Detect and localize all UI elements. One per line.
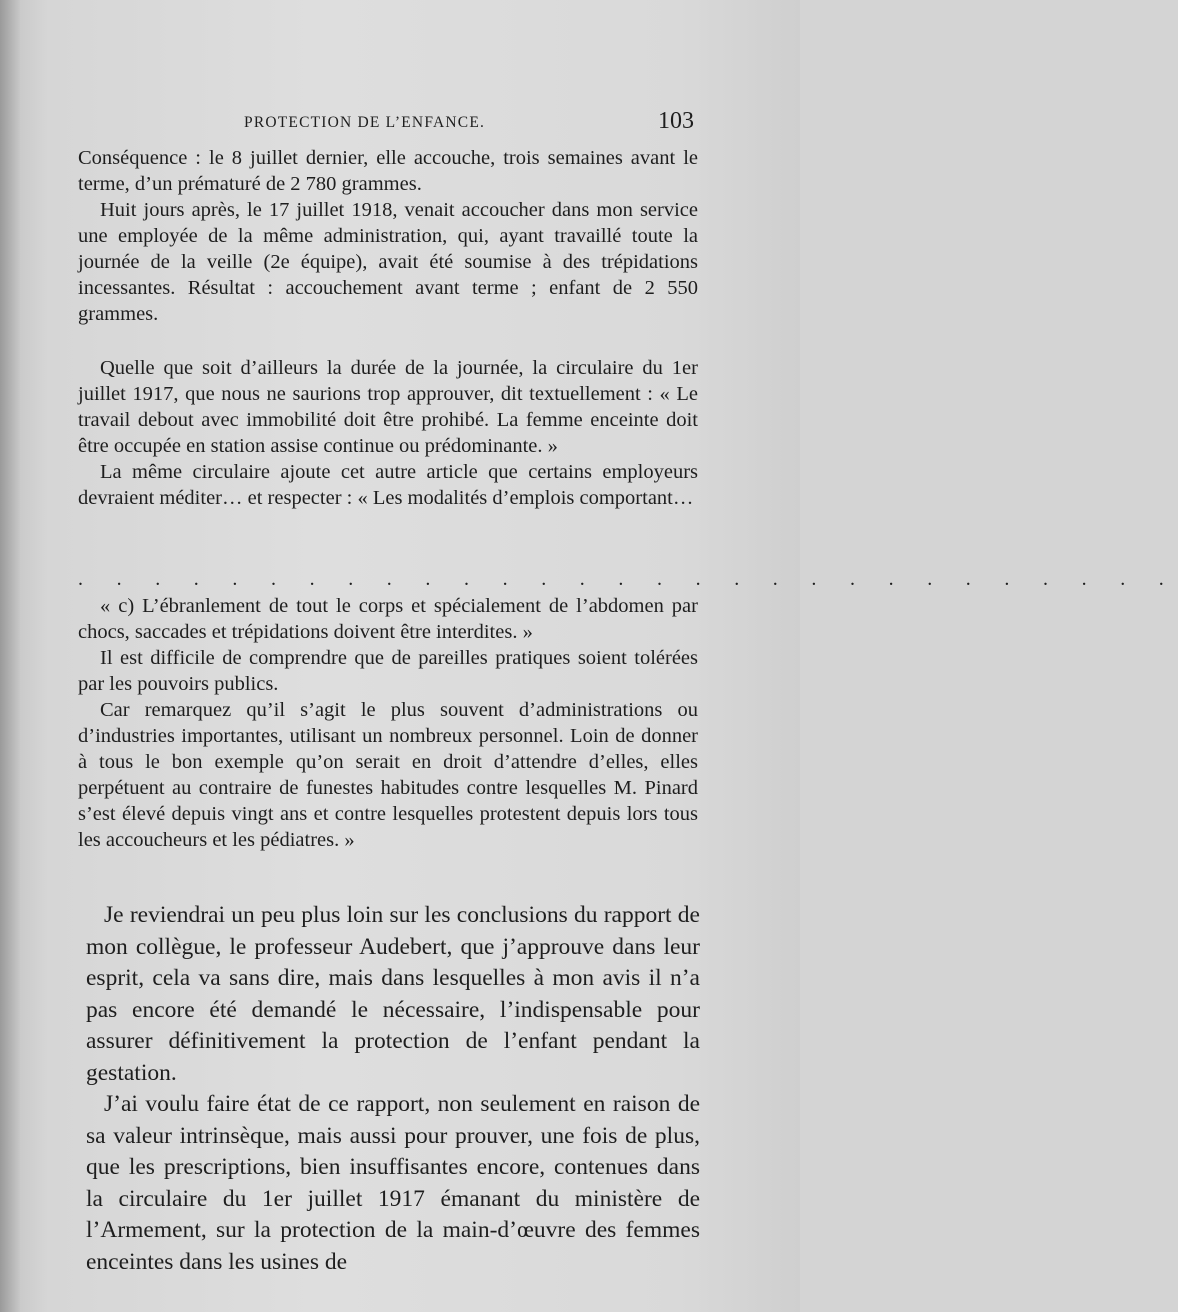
text-block-circulaire [78, 355, 698, 511]
paragraph: Quelle que soit d’ailleurs la durée de la journée, la circulaire du 1er juillet 1917, que nous ne saurions trop approuver, dit textuellement : « Le travail debout avec immobilité doit être prohibé. La femme enceinte doit être occupée en station assise continue ou prédominante. » [78, 357, 698, 457]
paragraph: J’ai voulu faire état de ce rapport, non seulement en raison de sa valeur intrinsèque, mais aussi pour prouver, une fois de plus, que les prescriptions, bien insuffisantes encore, contenues dans la circulaire du 1er juillet 1917 émanant du ministère de l’Armement, sur la protection de la main-d’œuvre des femmes enceintes dans les usines de [86, 1091, 700, 1275]
paragraph: La même circulaire ajoute cet autre article que certains employeurs devraient méditer… et respecter : « Les modalités d’emplois comportant… [78, 461, 698, 509]
text-block-consequence [78, 145, 698, 327]
text-block-quote [78, 593, 698, 853]
page-number: 103 [658, 108, 694, 134]
page-header [0, 106, 800, 140]
text-block-conclusion [86, 900, 700, 1278]
paragraph: Car remarquez qu’il s’agit le plus souvent d’administrations ou d’industries importantes, utilisant un nombreux personnel. Loin de donner à tous le bon exemple qu’on serait en droit d’attendre d’elles, elles perpétuent au contraire de funestes habitudes contre lesquelles M. Pinard s’est élevé depuis vingt ans et contre lesquelles protestent depuis lors tous les accoucheurs et les pédiatres. » [78, 699, 698, 851]
paragraph: Je reviendrai un peu plus loin sur les conclusions du rapport de mon collègue, le professeur Audebert, que j’approuve dans leur esprit, cela va sans dire, mais dans lesquelles à mon avis il n’a pas encore été demandé le nécessaire, l’indispensable pour assurer définitivement la protection de l’enfant pendant la gestation. [86, 902, 700, 1086]
page-gutter-shadow [0, 0, 20, 1312]
paragraph: Conséquence : le 8 juillet dernier, elle accouche, trois semaines avant le terme, d’un prématuré de 2 780 grammes. [78, 147, 698, 195]
paragraph: Huit jours après, le 17 juillet 1918, venait accoucher dans mon service une employée de la même administration, qui, ayant travaillé toute la journée de la veille (2e équipe), avait été soumise à des trépidations incessantes. Résultat : accouchement avant terme ; enfant de 2 550 grammes. [78, 199, 698, 325]
paragraph: Il est difficile de comprendre que de pareilles pratiques soient tolérées par les pouvoirs publics. [78, 647, 698, 695]
running-title: PROTECTION DE L’ENFANCE. [244, 114, 486, 131]
paragraph: « c) L’ébranlement de tout le corps et spécialement de l’abdomen par chocs, saccades et trépidations doivent être interdites. » [78, 595, 698, 643]
ellipsis-line: . . . . . . . . . . . . . . . . . . . . . . . . . . . . . [78, 568, 1178, 590]
